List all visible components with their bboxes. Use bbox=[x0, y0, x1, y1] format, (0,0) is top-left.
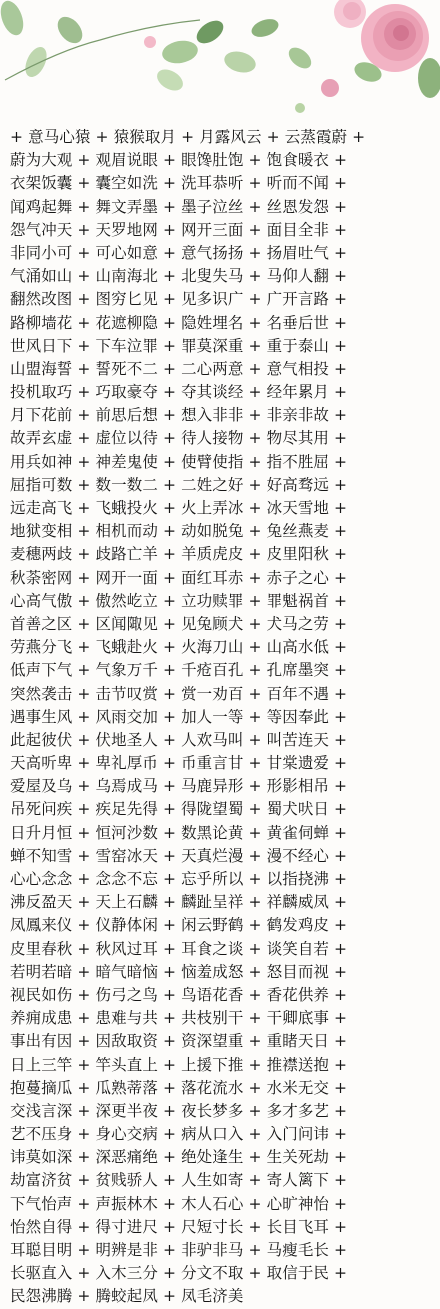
idiom-chain-line: 日上三竿 + 竿头直上 + 上援下推 + 推襟送抱 + bbox=[10, 1055, 348, 1074]
idiom-chain-line: 远走高飞 + 飞蛾投火 + 火上弄冰 + 冰天雪地 + bbox=[10, 499, 348, 517]
idiom-chain-line: 日升月恒 + 恒河沙数 + 数黑论黄 + 黄雀伺蝉 + bbox=[10, 823, 348, 842]
rose-icon bbox=[334, 0, 440, 98]
idiom-chain-line: 衣架饭囊 + 囊空如洗 + 洗耳恭听 + 听而不闻 + bbox=[10, 174, 348, 193]
idiom-chain-line: 耳聪目明 + 明辨是非 + 非驴非马 + 马瘦毛长 + bbox=[10, 1241, 348, 1259]
idiom-chain-line: 路柳墙花 + 花遮柳隐 + 隐姓埋名 + 名垂后世 + bbox=[10, 313, 348, 332]
idiom-chain-line: 此起彼伏 + 伏地圣人 + 人欢马叫 + 叫苦连天 + bbox=[10, 730, 348, 749]
idiom-chain-line: 劳燕分飞 + 飞蛾赴火 + 火海刀山 + 山高水低 + bbox=[10, 638, 348, 657]
idiom-chain-line: 怨气冲天 + 天罗地网 + 网开三面 + 面目全非 + bbox=[10, 220, 348, 239]
idiom-chain-line: 若明若暗 + 暗气暗恼 + 恼羞成怒 + 怒目而视 + bbox=[10, 962, 348, 981]
idiom-chain-line: 天高听卑 + 卑礼厚币 + 币重言甘 + 甘棠遗爱 + bbox=[10, 754, 348, 773]
idiom-chain-line: 长驱直入 + 入木三分 + 分文不取 + 取信于民 + bbox=[10, 1264, 348, 1283]
idiom-chain-line: 遇事生风 + 风雨交加 + 加人一等 + 等因奉此 + bbox=[10, 707, 348, 726]
idiom-chain-line: 闻鸡起舞 + 舞文弄墨 + 墨子泣丝 + 丝恩发怨 + bbox=[10, 197, 348, 216]
idiom-chain-line: 月下花前 + 前思后想 + 想入非非 + 非亲非故 + bbox=[10, 406, 348, 425]
floral-header-decoration bbox=[0, 0, 440, 125]
idiom-chain-line: 下气怡声 + 声振林木 + 木人石心 + 心旷神怡 + bbox=[10, 1194, 348, 1213]
idiom-chain-line: 地狱变相 + 相机而动 + 动如脱兔 + 兔丝燕麦 + bbox=[10, 522, 348, 541]
idiom-chain-line: 麦穗两歧 + 歧路亡羊 + 羊质虎皮 + 皮里阳秋 + bbox=[10, 545, 348, 564]
idiom-chain-line: 山盟海誓 + 誓死不二 + 二心两意 + 意气相投 + bbox=[10, 359, 348, 378]
idiom-chain-line: 非同小可 + 可心如意 + 意气扬扬 + 扬眉吐气 + bbox=[10, 243, 348, 262]
idiom-chain-line: 怡然自得 + 得寸进尺 + 尺短寸长 + 长目飞耳 + bbox=[10, 1217, 348, 1236]
idiom-chain-line: 心高气傲 + 傲然屹立 + 立功赎罪 + 罪魁祸首 + bbox=[10, 591, 348, 610]
idiom-chain-line: 心心念念 + 念念不忘 + 忘乎所以 + 以指挠沸 + bbox=[10, 870, 348, 888]
idiom-chain-line: 翻然改图 + 图穷匕见 + 见多识广 + 广开言路 + bbox=[10, 290, 348, 309]
idiom-chain-line: 民怨沸腾 + 腾蛟起凤 + 凤毛济美 bbox=[10, 1287, 244, 1306]
idiom-chain-line: 爱屋及乌 + 乌焉成马 + 马鹿异形 + 形影相吊 + bbox=[10, 777, 348, 796]
idiom-chain-line: 皮里春秋 + 秋风过耳 + 耳食之谈 + 谈笑自若 + bbox=[10, 939, 348, 958]
leaf-icon bbox=[153, 16, 315, 95]
idiom-chain-line: 屈指可数 + 数一数二 + 二姓之好 + 好高骛远 + bbox=[10, 475, 348, 494]
blank-footer bbox=[0, 1240, 440, 1282]
idiom-chain-line: 蝉不知雪 + 雪窑冰天 + 天真烂漫 + 漫不经心 + bbox=[10, 846, 348, 865]
idiom-chain-line: 首善之区 + 区闻陬见 + 见兔顾犬 + 犬马之劳 + bbox=[10, 614, 348, 633]
idiom-chain-line: 事出有因 + 因敌取资 + 资深望重 + 重睹天日 + bbox=[10, 1032, 348, 1051]
idiom-chain-text bbox=[10, 126, 436, 1309]
idiom-chain-line: 低声下气 + 气象万千 + 千疮百孔 + 孔席墨突 + bbox=[10, 661, 348, 680]
idiom-chain-line: 交浅言深 + 深更半夜 + 夜长梦多 + 多才多艺 + bbox=[10, 1101, 348, 1120]
idiom-chain-line: 吊死问疾 + 疾足先得 + 得陇望蜀 + 蜀犬吠日 + bbox=[10, 800, 348, 819]
idiom-chain-line: 劫富济贫 + 贫贱骄人 + 人生如寄 + 寄人篱下 + bbox=[10, 1171, 348, 1190]
idiom-chain-line: 用兵如神 + 神差鬼使 + 使臂使指 + 指不胜屈 + bbox=[10, 452, 348, 471]
idiom-chain-line: 凤鳳来仪 + 仪静体闲 + 闲云野鹤 + 鹤发鸡皮 + bbox=[10, 916, 348, 935]
idiom-chain-line: 世风日下 + 下车泣罪 + 罪莫深重 + 重于泰山 + bbox=[10, 336, 348, 355]
idiom-chain-line: 秋荼密网 + 网开一面 + 面红耳赤 + 赤子之心 + bbox=[10, 568, 348, 587]
idiom-chain-line: 投机取巧 + 巧取豪夺 + 夺其谈经 + 经年累月 + bbox=[10, 383, 348, 402]
idiom-chain-line: 气涌如山 + 山南海北 + 北叟失马 + 马仰人翻 + bbox=[10, 267, 348, 286]
idiom-chain-line: + 意马心猿 + 猿猴取月 + 月露风云 + 云蒸霞蔚 + bbox=[10, 128, 366, 146]
idiom-chain-line: 故弄玄虚 + 虚位以待 + 待人接物 + 物尽其用 + bbox=[10, 429, 348, 448]
idiom-chain-line: 突然袭击 + 击节叹赏 + 赏一劝百 + 百年不遇 + bbox=[10, 684, 348, 703]
idiom-chain-line: 讳莫如深 + 深恶痛绝 + 绝处逢生 + 生关死劫 + bbox=[10, 1148, 348, 1167]
idiom-chain-line: 视民如伤 + 伤弓之鸟 + 鸟语花香 + 香花供养 + bbox=[10, 985, 348, 1004]
idiom-chain-line: 沸反盈天 + 天上石麟 + 麟趾呈祥 + 祥麟威凤 + bbox=[10, 893, 348, 912]
idiom-chain-line: 蔚为大观 + 观眉说眼 + 眼馋肚饱 + 饱食暖衣 + bbox=[10, 151, 348, 170]
idiom-chain-line: 艺不压身 + 身心交病 + 病从口入 + 入门问讳 + bbox=[10, 1125, 348, 1144]
leaf-icon bbox=[0, 0, 87, 80]
idiom-chain-line: 养痈成患 + 患难与共 + 共枝别干 + 干卿底事 + bbox=[10, 1009, 348, 1028]
idiom-chain-line: 抱蔓摘瓜 + 瓜熟蒂落 + 落花流水 + 水米无交 + bbox=[10, 1078, 348, 1097]
